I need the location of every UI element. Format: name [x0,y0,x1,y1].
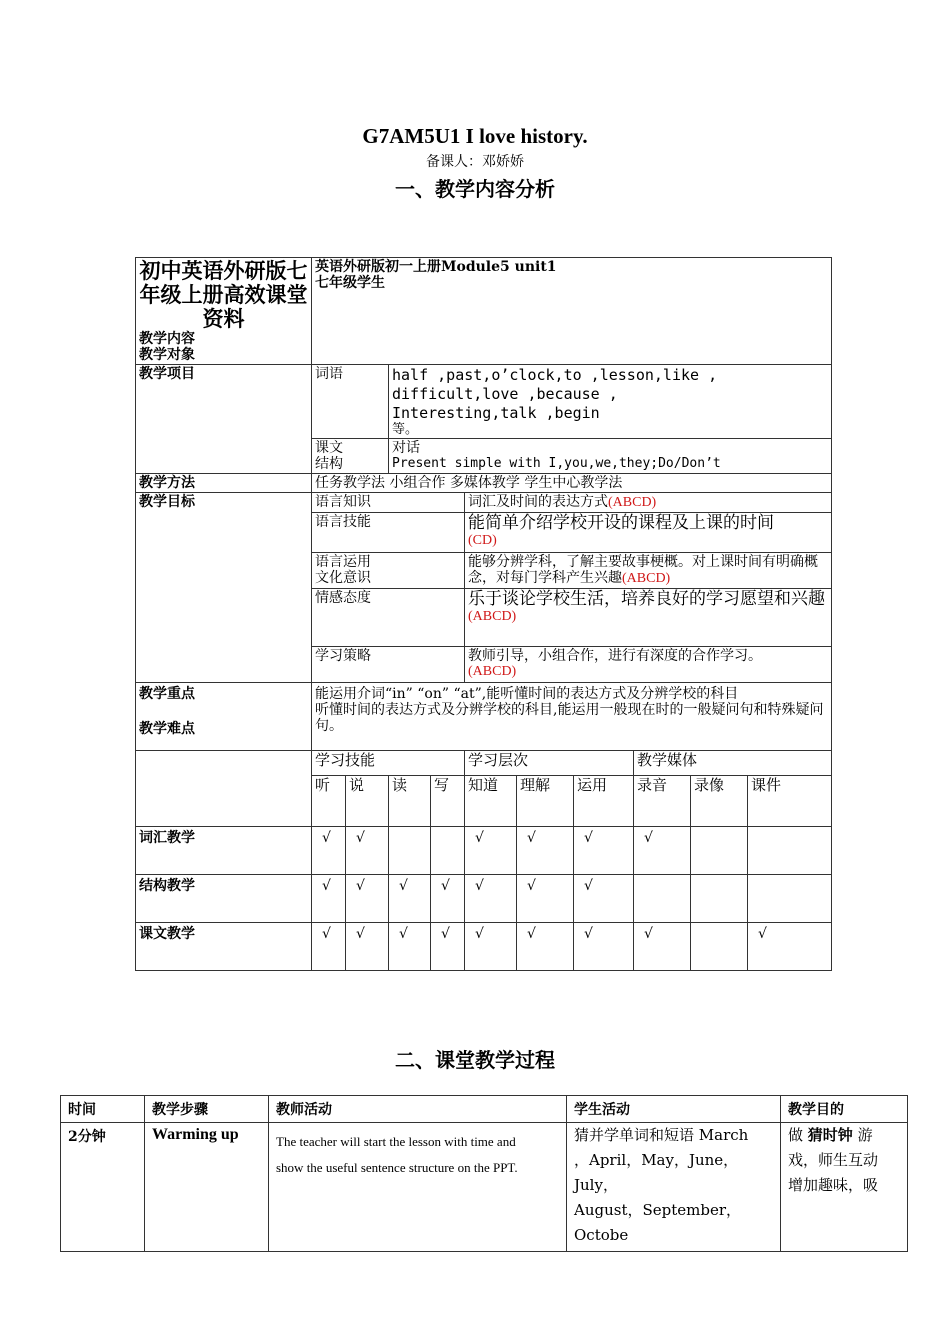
key-text: 能运用介词“in” “on” “at”,能听懂时间的表达方式及分辨学校的科目 [315,686,739,702]
section-heading-1: 一、教学内容分析 [395,177,555,201]
structure-type: 对话 [392,440,420,456]
level-tag: (ABCD) [608,495,657,510]
label-content: 教学内容 [139,331,195,347]
group-skills: 学习技能 [312,751,465,776]
check-mark [691,875,748,923]
label-items: 教学项目 [136,365,312,474]
time-cell: 2分钟 [61,1123,145,1252]
check-mark: √ [465,875,517,923]
check-mark: √ [465,923,517,971]
teacher-activity: The teacher will start the lesson with time and show the useful sentence structure on the PPT. [269,1123,567,1252]
check-mark: √ [312,923,346,971]
method-value: 任务教学法 小组合作 多媒体教学 学生中心教学法 [312,474,832,493]
group-levels: 学习层次 [465,751,634,776]
check-mark: √ [346,827,389,875]
column-header: 说 [346,776,389,827]
key-diff-text-cell [312,683,832,751]
row-label: 词汇教学 [136,827,312,875]
level-tag: (ABCD) [468,664,517,679]
process-column-header: 学生活动 [567,1096,781,1123]
check-mark: √ [517,923,574,971]
check-mark: √ [465,827,517,875]
student-activity: 猜并学单词和短语 March ，April，May，June，July， August，September，Octobe [567,1123,781,1252]
content-analysis-table [135,257,832,971]
check-mark [748,827,832,875]
check-mark: √ [748,923,832,971]
process-column-header: 教学目的 [781,1096,908,1123]
goal-text: 乐于谈论学校生活，培养良好的学习愿望和兴趣 (ABCD) [465,589,832,647]
document-title: G7AM5U1 I love history. [362,124,588,148]
check-mark: √ [346,875,389,923]
column-header: 写 [431,776,465,827]
vocab-line: 等。 [392,422,419,437]
label-difficulty: 教学难点 [139,721,195,737]
label-goals: 教学目标 [136,493,312,683]
column-header: 读 [389,776,431,827]
goal-label: 学习策略 [312,647,465,683]
level-tag: (ABCD) [468,609,517,624]
vocab-line: difficult,love ,because , [392,385,618,403]
header-title: 初中英语外研版七年级上册高效课堂资料 [139,258,308,331]
label-method: 教学方法 [136,474,312,493]
check-mark: √ [517,875,574,923]
check-mark: √ [574,827,634,875]
goal-text: 教师引导，小组合作，进行有深度的合作学习。 (ABCD) [465,647,832,683]
check-mark: √ [517,827,574,875]
difficulty-text: 听懂时间的表达方式及分辨学校的科目,能运用一般现在时的一般疑问句和特殊疑问句。 [315,702,824,734]
content-value: 英语外研版初一上册Module5 unit1 [315,259,557,275]
vocab-line: half ,past,o’clock,to ,lesson,like , [392,366,718,384]
check-mark: √ [312,827,346,875]
content-cell [312,258,832,365]
check-mark: √ [634,923,691,971]
goal-label: 语言知识 [312,493,465,513]
label-kewen: 课文 [315,440,343,456]
goal-text: 词汇及时间的表达方式(ABCD) [465,493,832,513]
header-cell [136,258,312,365]
level-tag: (ABCD) [622,571,671,586]
column-header: 知道 [465,776,517,827]
check-mark: √ [431,875,465,923]
label-key: 教学重点 [139,686,195,702]
check-mark: √ [574,923,634,971]
column-header: 课件 [748,776,832,827]
blank-cell [136,751,312,827]
author-line: 备课人：邓娇娇 [426,154,524,170]
structure-cell [389,439,832,474]
goal-text: 能够分辨学科，了解主要故事梗概。对上课时间有明确概念，对每门学科产生兴趣(ABCD) [465,553,832,589]
check-mark: √ [312,875,346,923]
process-table [60,1095,908,1252]
check-mark: √ [389,875,431,923]
key-diff-label-cell [136,683,312,751]
check-mark: √ [634,827,691,875]
label-jiegou: 结构 [315,456,343,472]
column-header: 录像 [691,776,748,827]
section-heading-2: 二、课堂教学过程 [395,1048,555,1072]
row-label: 课文教学 [136,923,312,971]
process-column-header: 教学步骤 [145,1096,269,1123]
check-mark: √ [346,923,389,971]
column-header: 录音 [634,776,691,827]
step-cell: Warming up [145,1123,269,1252]
goal-label: 情感态度 [312,589,465,647]
column-header: 理解 [517,776,574,827]
row-label: 结构教学 [136,875,312,923]
goal-label: 语言技能 [312,513,465,553]
check-mark [691,923,748,971]
process-column-header: 时间 [61,1096,145,1123]
goal-label: 语言运用 文化意识 [312,553,465,589]
check-mark: √ [431,923,465,971]
column-header: 运用 [574,776,634,827]
label-ciyu: 词语 [312,365,389,439]
check-mark: √ [574,875,634,923]
check-mark [634,875,691,923]
label-structure [312,439,389,474]
vocab-cell [389,365,832,439]
check-mark [691,827,748,875]
audience-value: 七年级学生 [315,275,385,291]
goal-text: 能简单介绍学校开设的课程及上课的时间 (CD) [465,513,832,553]
check-mark [389,827,431,875]
process-column-header: 教师活动 [269,1096,567,1123]
level-tag: (CD) [468,533,497,548]
column-header: 听 [312,776,346,827]
teaching-purpose: 做 猜时钟 游 戏，师生互动 增加趣味，吸 [781,1123,908,1252]
check-mark [431,827,465,875]
label-audience: 教学对象 [139,347,195,363]
check-mark [748,875,832,923]
structure-text: Present simple with I,you,we,they;Do/Don’t [392,456,721,471]
vocab-line: Interesting,talk ,begin [392,404,600,422]
group-media: 教学媒体 [634,751,832,776]
check-mark: √ [389,923,431,971]
